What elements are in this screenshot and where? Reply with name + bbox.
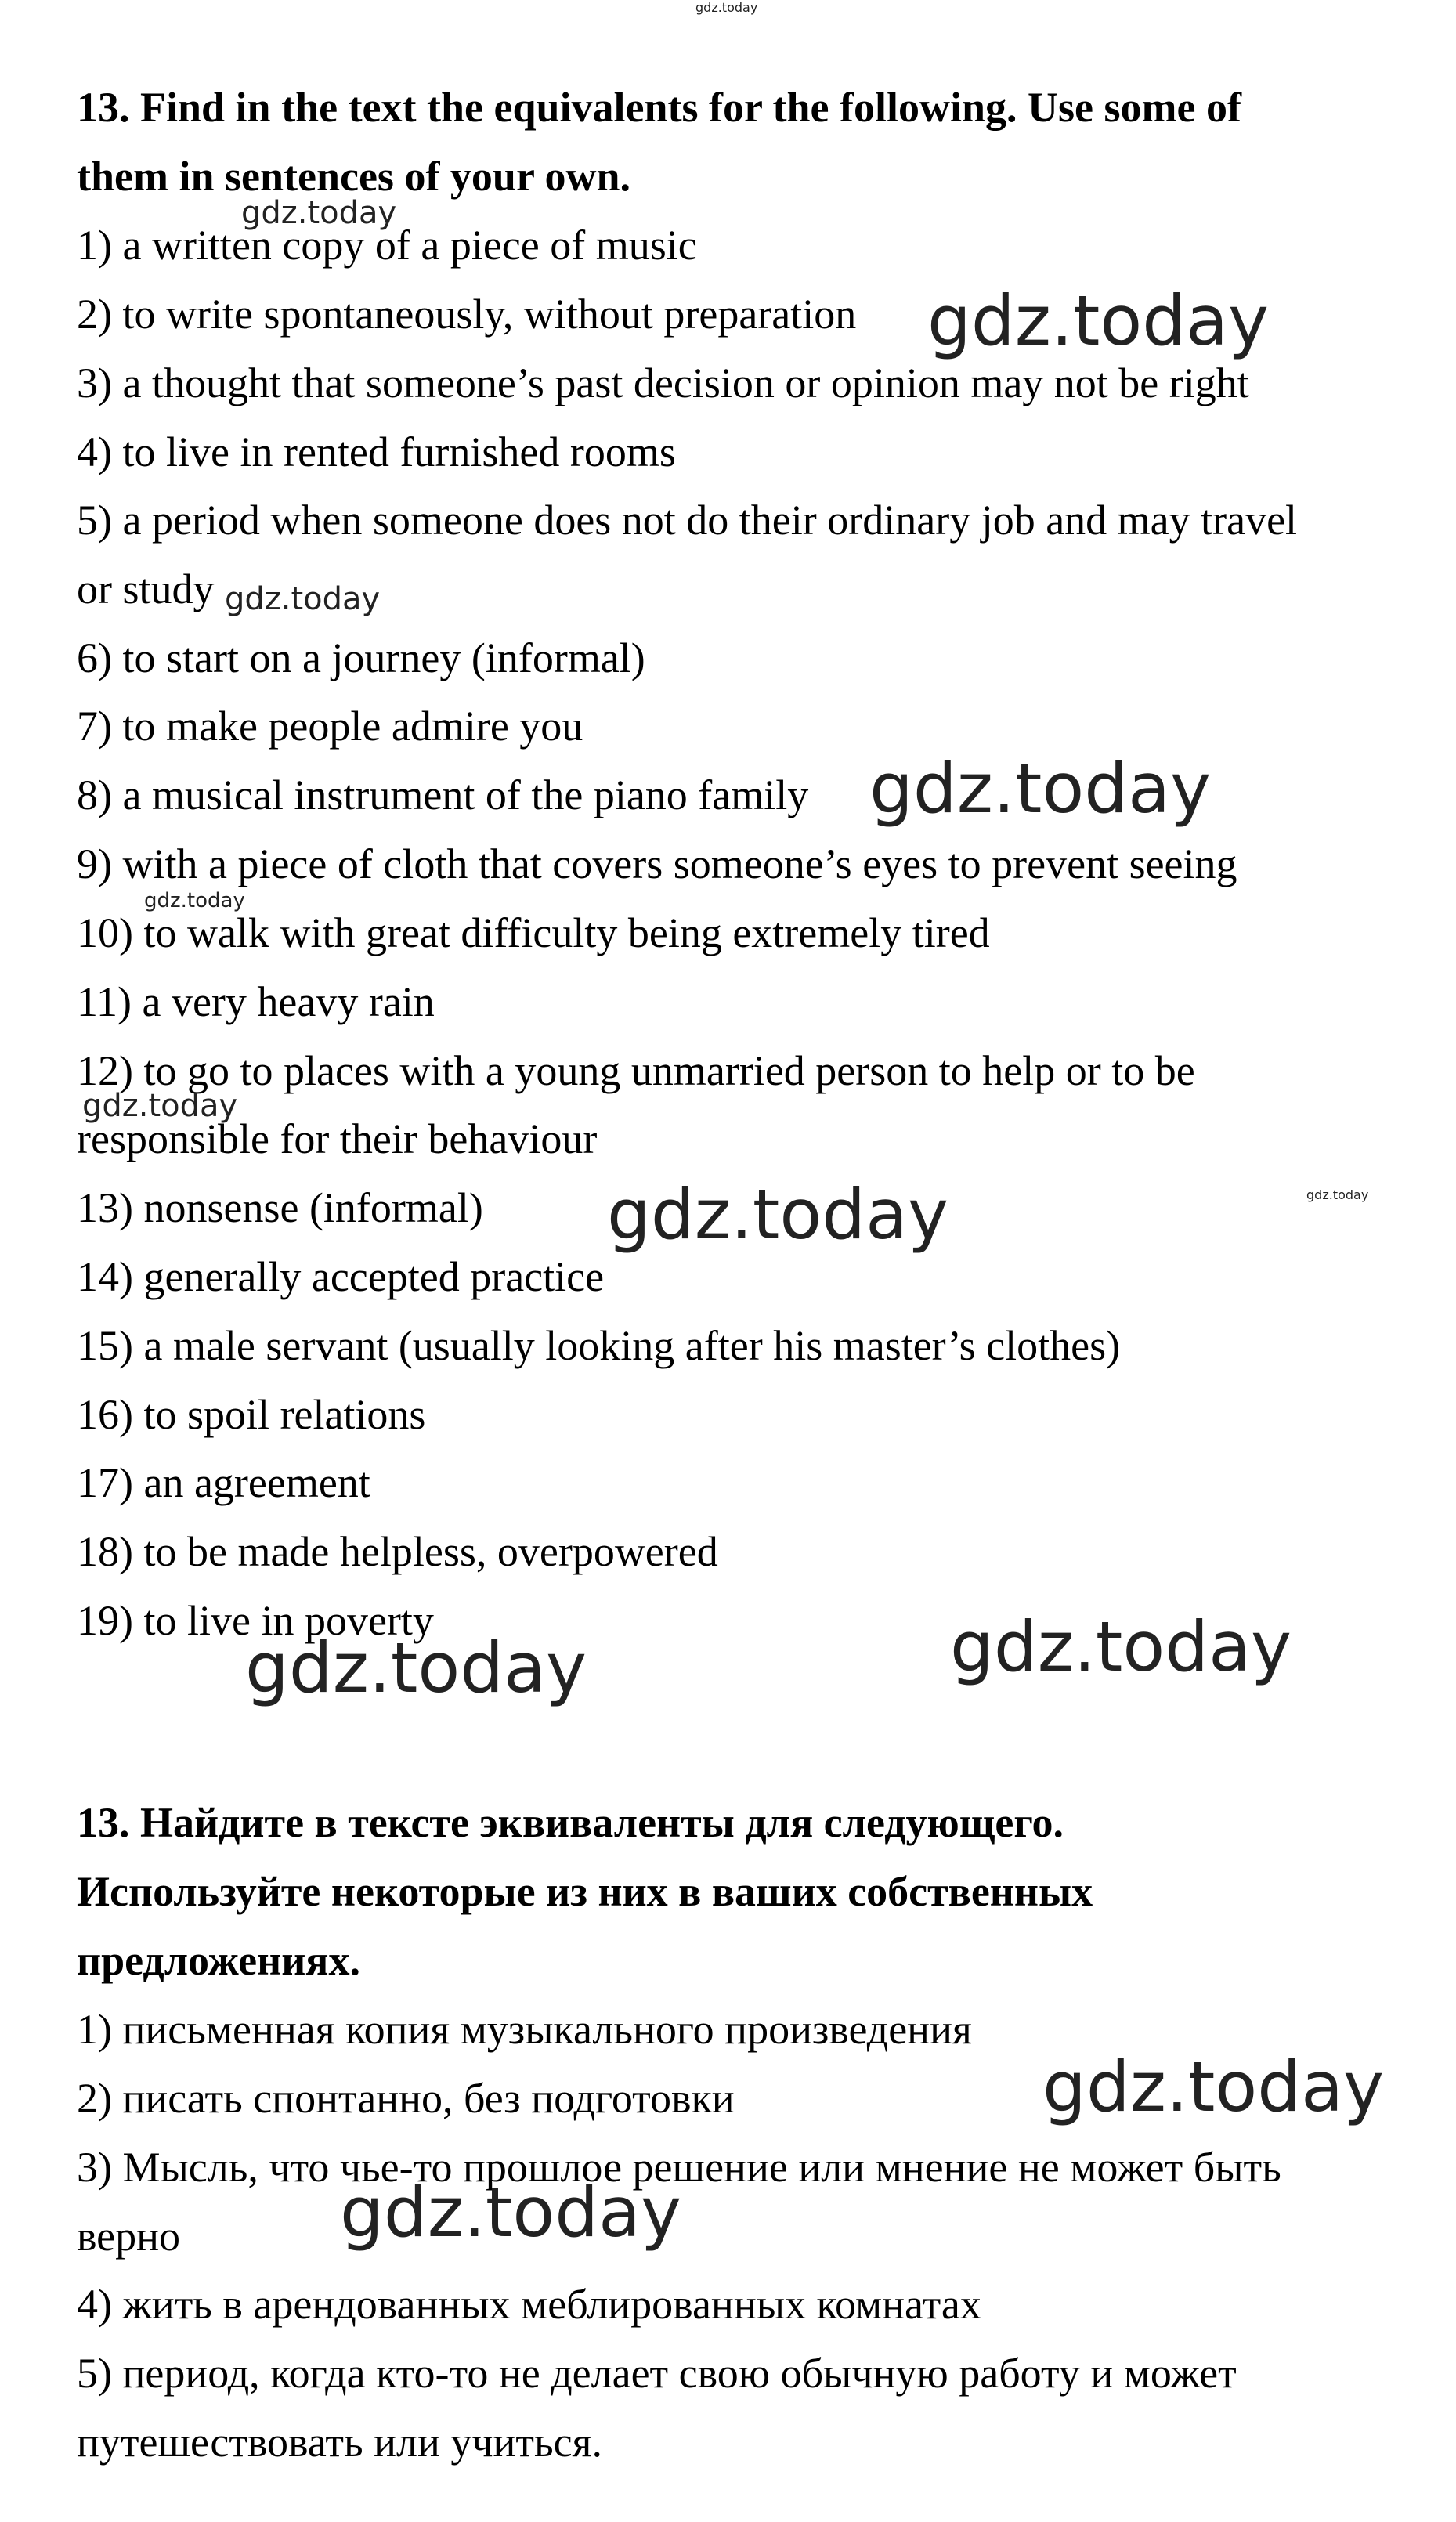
- ru-item-5-cont: путешествовать или учиться.: [77, 2419, 602, 2466]
- en-item-12: 12) to go to places with a young unmarried person to help or to be: [77, 1047, 1195, 1094]
- en-item-14: 14) generally accepted practice: [77, 1253, 605, 1300]
- ru-item-3: 3) Мысль, что чье-то прошлое решение или мнение не может быть: [77, 2144, 1281, 2191]
- exercise-heading-ru-line-3: предложениях.: [77, 1937, 361, 1984]
- en-item-17: 17) an agreement: [77, 1459, 370, 1506]
- ru-item-5: 5) период, когда кто-то не делает свою обычную работу и может: [77, 2350, 1237, 2397]
- watermark: gdz.today: [241, 195, 397, 231]
- watermark: gdz.today: [82, 1088, 238, 1124]
- en-item-15: 15) a male servant (usually looking after his master’s clothes): [77, 1322, 1121, 1369]
- ru-item-2: 2) писать спонтанно, без подготовки: [77, 2075, 735, 2122]
- en-item-19: 19) to live in poverty: [77, 1597, 434, 1644]
- en-item-16: 16) to spoil relations: [77, 1391, 426, 1438]
- exercise-heading-ru-line-1: 13. Найдите в тексте эквиваленты для следующего.: [77, 1799, 1064, 1846]
- watermark: gdz.today: [1042, 2047, 1385, 2127]
- en-item-10: 10) to walk with great difficulty being extremely tired: [77, 909, 990, 956]
- ru-item-1: 1) письменная копия музыкального произведения: [77, 2006, 972, 2053]
- en-item-7: 7) to make people admire you: [77, 703, 583, 750]
- watermark: gdz.today: [607, 1174, 949, 1255]
- en-item-4: 4) to live in rented furnished rooms: [77, 428, 676, 475]
- en-item-3: 3) a thought that someone’s past decision or opinion may not be right: [77, 360, 1249, 406]
- exercise-heading-en-line-2: them in sentences of your own.: [77, 153, 630, 200]
- ru-item-3-cont: верно: [77, 2213, 181, 2260]
- en-item-9: 9) with a piece of cloth that covers someone’s eyes to prevent seeing: [77, 840, 1237, 887]
- en-item-18: 18) to be made helpless, overpowered: [77, 1528, 718, 1575]
- en-item-8: 8) a musical instrument of the piano family: [77, 771, 809, 818]
- watermark: gdz.today: [1306, 1187, 1369, 1202]
- en-item-13: 13) nonsense (informal): [77, 1184, 483, 1231]
- en-item-1: 1) a written copy of a piece of music: [77, 222, 697, 269]
- watermark: gdz.today: [144, 889, 245, 912]
- watermark: gdz.today: [340, 2172, 682, 2253]
- exercise-heading-en-line-1: 13. Find in the text the equivalents for the following. Use some of: [77, 84, 1241, 131]
- en-item-5: 5) a period when someone does not do their ordinary job and may travel: [77, 497, 1298, 544]
- watermark: gdz.today: [869, 748, 1212, 829]
- ru-item-4: 4) жить в арендованных меблированных комнатах: [77, 2281, 981, 2328]
- en-item-11: 11) a very heavy rain: [77, 978, 435, 1025]
- watermark: gdz.today: [245, 1628, 587, 1708]
- watermark: gdz.today: [927, 280, 1270, 361]
- exercise-heading-ru-line-2: Используйте некоторые из них в ваших собственных: [77, 1868, 1093, 1915]
- watermark: gdz.today: [950, 1606, 1292, 1687]
- en-item-2: 2) to write spontaneously, without preparation: [77, 291, 857, 338]
- en-item-12-cont: responsible for their behaviour: [77, 1115, 598, 1162]
- en-item-5-cont: or study: [77, 565, 215, 612]
- watermark: gdz.today: [695, 0, 758, 15]
- en-item-6: 6) to start on a journey (informal): [77, 634, 645, 681]
- watermark: gdz.today: [225, 581, 381, 617]
